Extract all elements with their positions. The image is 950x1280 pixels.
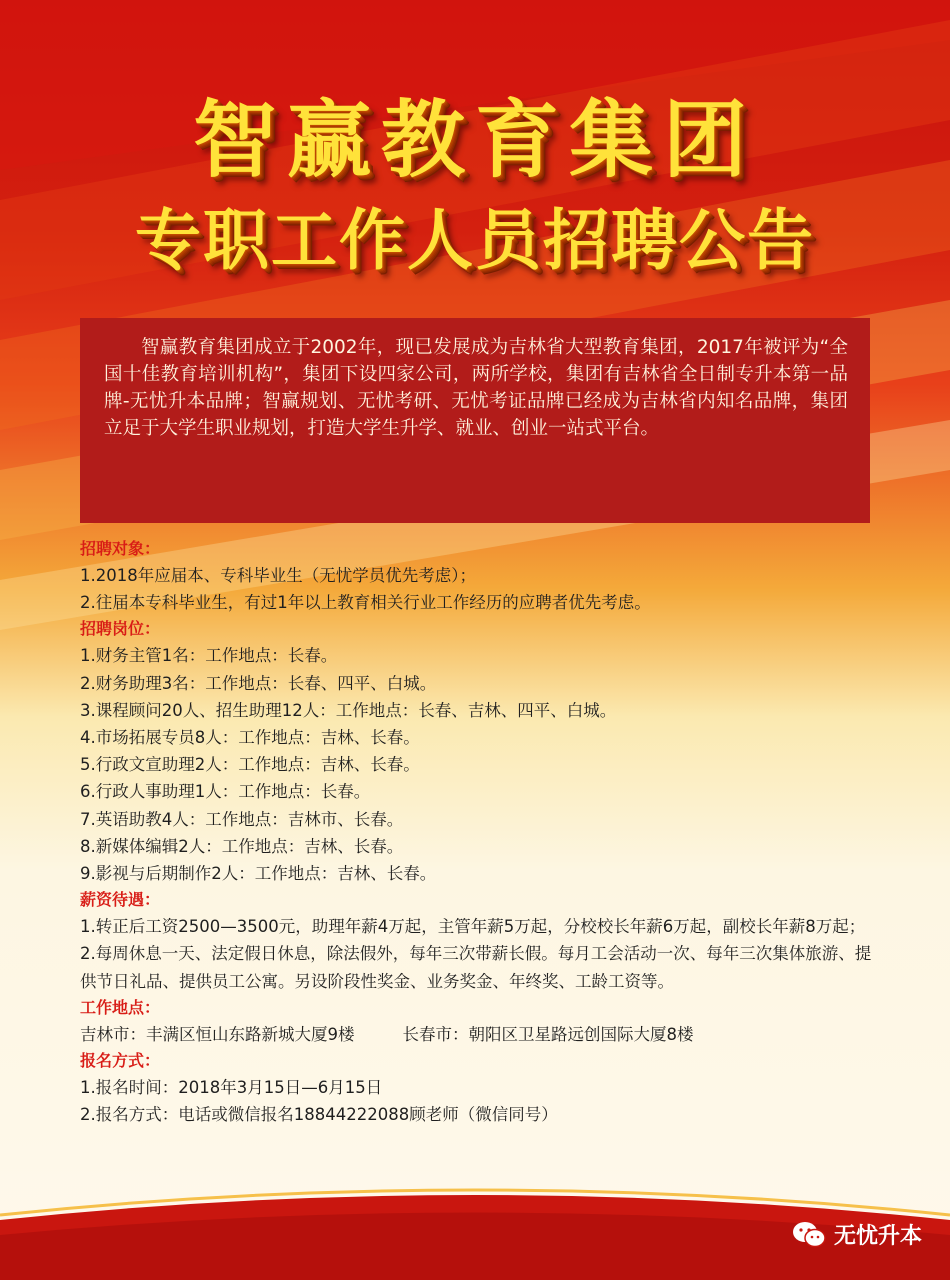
- list-item: 1.2018年应届本、专科毕业生（无忧学员优先考虑）；: [80, 566, 476, 585]
- list-item: 2.报名方式：电话或微信报名18844222088顾老师（微信同号）: [80, 1105, 558, 1125]
- list-item: 8.新媒体编辑2人：工作地点：吉林、长春。: [80, 836, 404, 856]
- section-location: [80, 995, 880, 1048]
- wechat-icon: [792, 1221, 826, 1249]
- list-item: 1.转正后工资2500—3500元，助理年薪4万起，主管年薪5万起，分校校长年薪6万起，副校长年薪8万起；: [80, 917, 866, 937]
- section-salary: [80, 887, 880, 995]
- section-target: [80, 536, 880, 616]
- list-item: 5.行政文宣助理2人：工作地点：吉林、长春。: [80, 755, 420, 775]
- list-item: 7.英语助教4人：工作地点：吉林市、长春。: [80, 809, 404, 829]
- section-title: 工作地点：: [80, 997, 161, 1017]
- poster-title: [0, 90, 950, 286]
- intro-box: [80, 318, 870, 523]
- list-item: 1.报名时间：2018年3月15日—6月15日: [80, 1078, 383, 1098]
- list-item: 2.往届本专科毕业生，有过1年以上教育相关行业工作经历的应聘者优先考虑。: [80, 593, 651, 613]
- list-item: 9.影视与后期制作2人：工作地点：吉林、长春。: [80, 864, 437, 884]
- list-item: 2.每周休息一天、法定假日休息，除法假外，每年三次带薪长假。每月工会活动一次、每年三次集体旅游、提供节日礼品、提供员工公寓。另设阶段性奖金、业务奖金、年终奖、工龄工资等。: [80, 944, 872, 991]
- section-positions: [80, 616, 880, 887]
- poster-content: [80, 536, 880, 1128]
- section-title: 薪资待遇：: [80, 890, 161, 910]
- location-row: [80, 1021, 880, 1048]
- list-item: 4.市场拓展专员8人：工作地点：吉林、长春。: [80, 728, 420, 748]
- section-apply: [80, 1048, 880, 1128]
- location-changchun: 长春市：朝阳区卫星路远创国际大厦8楼: [402, 1024, 694, 1044]
- list-item: 1.财务主管1名：工作地点：长春。: [80, 646, 338, 666]
- section-title: 招聘岗位：: [80, 619, 161, 639]
- section-title: 招聘对象：: [80, 539, 161, 558]
- title-line-1: 智赢教育集团: [192, 91, 757, 189]
- list-item: 3.课程顾问20人、招生助理12人：工作地点：长春、吉林、四平、白城。: [80, 700, 617, 720]
- list-item: 2.财务助理3名：工作地点：长春、四平、白城。: [80, 673, 437, 693]
- title-line-2: 专职工作人员招聘公告: [135, 202, 815, 279]
- section-title: 报名方式：: [80, 1051, 161, 1071]
- account-name: 无忧升本: [833, 1224, 922, 1249]
- location-jilin: 吉林市：丰满区恒山东路新城大厦9楼: [80, 1024, 355, 1044]
- footer-account[interactable]: [792, 1219, 922, 1250]
- list-item: 6.行政人事助理1人：工作地点：长春。: [80, 782, 371, 802]
- intro-paragraph: 智赢教育集团成立于2002年，现已发展成为吉林省大型教育集团，2017年被评为“全国十佳教育培训机构”，集团下设四家公司，两所学校，集团有吉林省全日制专升本第一品牌-无忧升本品牌；智赢规划、无忧考研、无忧考证品牌已经成为吉林省内知名品牌，集团立足于大学生职业规划，打造大学生升学、就业、创业一站式平台。: [104, 337, 848, 439]
